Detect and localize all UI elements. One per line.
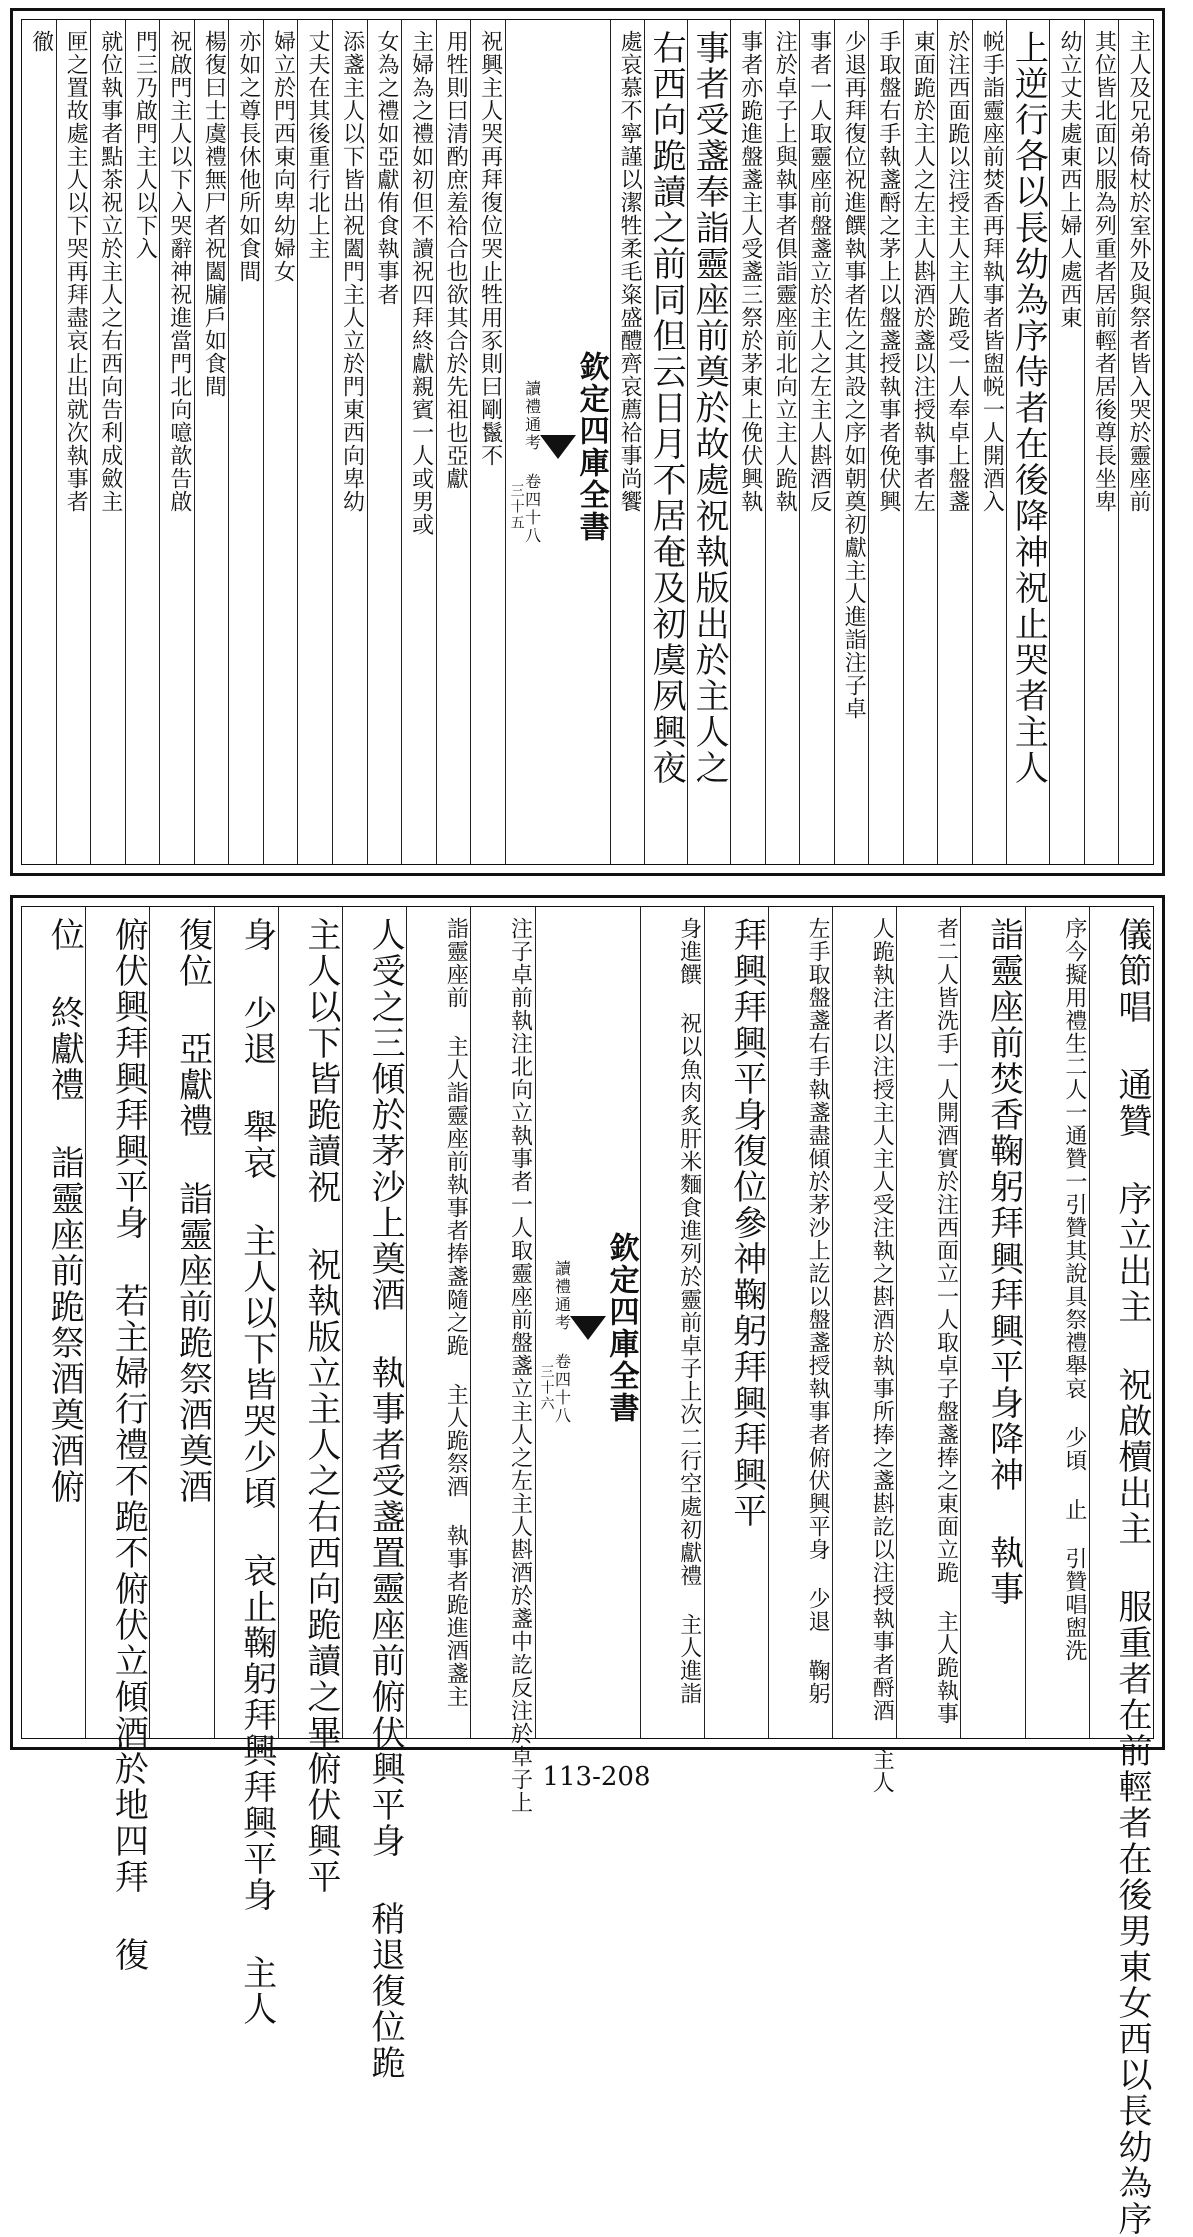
text-column: 事者受盞奉詣靈座前奠於故處祝執版出於主人之 bbox=[687, 20, 730, 864]
text-column: 亦如之尊長休他所如食間 bbox=[228, 20, 263, 864]
text-column: 右西向跪讀之前同但云日月不居奄及初虞夙興夜 bbox=[644, 20, 687, 864]
center-margin-column bbox=[535, 907, 640, 1738]
text-column: 者二人皆洗手一人開酒實於注西面立一人取卓子盤盞捧之東面立跪 主人跪執事 bbox=[896, 907, 960, 1738]
text-column: 左手取盤盞右手執盞盡傾於茅沙上訖以盤盞授執事者俯伏興平身 少退 鞠躬 bbox=[768, 907, 832, 1738]
text-column: 儀節唱 通贊 序立出主 祝啟櫝出主 服重者在前輕者在後男東女西以長幼為序 bbox=[1089, 907, 1153, 1738]
text-column: 東面跪於主人之左主人斟酒於盞以注授執事者左 bbox=[903, 20, 938, 864]
text-column: 處哀慕不寧謹以潔牲柔毛粢盛醴齊哀薦祫事尚饗 bbox=[610, 20, 645, 864]
text-column: 手取盤右手執盞酹之茅上以盤盞授執事者俛伏興 bbox=[868, 20, 903, 864]
text-column: 祝興主人哭再拜復位哭止牲用豕則曰剛鬣不 bbox=[470, 20, 505, 864]
text-column: 丈夫在其後重行北上主 bbox=[297, 20, 332, 864]
volume-label: 讀禮通考 卷四十八 bbox=[522, 379, 542, 545]
text-column: 復位 亞獻禮 詣靈座前跪祭酒奠酒 bbox=[149, 907, 213, 1738]
text-column: 上逆行各以長幼為序侍者在後降神祝止哭者主人 bbox=[1006, 20, 1049, 864]
page-code: 113-208 bbox=[542, 1762, 651, 1792]
text-column: 就位執事者點茶祝立於主人之右西向告利成斂主 bbox=[90, 20, 125, 864]
text-column: 主人及兄弟倚杖於室外及與祭者皆入哭於靈座前 bbox=[1118, 20, 1153, 864]
top-page bbox=[10, 8, 1165, 876]
center-margin-column bbox=[505, 20, 610, 864]
text-column: 主婦為之禮如初但不讀祝四拜終獻親賓一人或男或 bbox=[401, 20, 436, 864]
fishtail-mark-icon bbox=[570, 1316, 606, 1340]
leaf-number: 三十五 bbox=[508, 483, 525, 531]
text-column: 幼立丈夫處東西上婦人處西東 bbox=[1049, 20, 1084, 864]
text-column: 身 少退 舉哀 主人以下皆哭少頃 哀止鞠躬拜興拜興平身 主人 bbox=[214, 907, 278, 1738]
text-column: 詣靈座前焚香鞠躬拜興拜興平身降神 執事 bbox=[960, 907, 1024, 1738]
text-column: 女為之禮如亞獻侑食執事者 bbox=[367, 20, 402, 864]
text-column: 於注西面跪以注授主人主人跪受一人奉卓上盤盞 bbox=[937, 20, 972, 864]
text-column: 拜興拜興平身復位參神鞠躬拜興拜興平 bbox=[704, 907, 768, 1738]
leaf-number: 三十六 bbox=[538, 1363, 555, 1412]
text-column: 人跪執注者以注授主人主人受注執之斟酒於執事所捧之盞斟訖以注授執事者酹酒 主人 bbox=[832, 907, 896, 1738]
book-title: 欽定四庫全書 bbox=[603, 1231, 639, 1424]
text-column: 帨手詣靈座前焚香再拜執事者皆盥帨一人開酒入 bbox=[972, 20, 1007, 864]
text-column: 俯伏興拜興拜興平身 若主婦行禮不跪不俯伏立傾酒於地四拜 復 bbox=[85, 907, 149, 1738]
top-page-columns bbox=[22, 20, 1153, 864]
text-column: 事者亦跪進盤盞主人受盞三祭於茅東上俛伏興執 bbox=[730, 20, 765, 864]
text-column: 匣之置故處主人以下哭再拜盡哀止出就次執事者 bbox=[56, 20, 91, 864]
text-column: 主人以下皆跪讀祝 祝執版立主人之右西向跪讀之畢俯伏興平 bbox=[278, 907, 342, 1738]
volume-label: 讀禮通考 卷四十八 bbox=[552, 1260, 572, 1425]
text-column: 注子卓前執注北向立執事者一人取靈座前盤盞立主人之左主人斟酒於盞中訖反注於卓子上 bbox=[470, 907, 534, 1738]
text-column: 添盞主人以下皆出祝闔門主人立於門東西向卑幼 bbox=[332, 20, 367, 864]
text-column: 事者一人取靈座前盤盞立於主人之左主人斟酒反 bbox=[799, 20, 834, 864]
text-column: 門三乃啟門主人以下入 bbox=[125, 20, 160, 864]
top-page-frame bbox=[21, 19, 1154, 865]
text-column: 用牲則曰清酌庶羞祫合也欲其合於先祖也亞獻 bbox=[436, 20, 471, 864]
book-title: 欽定四庫全書 bbox=[573, 351, 609, 543]
text-column: 位 終獻禮 詣靈座前跪祭酒奠酒俯 bbox=[44, 917, 85, 1505]
text-column: 祝啟門主人以下入哭辭神祝進當門北向噫歆告啟 bbox=[159, 20, 194, 864]
text-column: 楊復曰士虞禮無尸者祝闔牖戶如食間 bbox=[194, 20, 229, 864]
text-column: 注於卓子上與執事者俱詣靈座前北向立主人跪執 bbox=[765, 20, 800, 864]
fishtail-mark-icon bbox=[540, 435, 576, 459]
text-column: 序今擬用禮生二人一通贊一引贊其說具祭禮舉哀 少頃 止 引贊唱盥洗 bbox=[1025, 907, 1089, 1738]
text-column: 婦立於門西東向卑幼婦女 bbox=[263, 20, 298, 864]
text-column: 詣靈座前 主人詣靈座前執事者捧盞隨之跪 主人跪祭酒 執事者跪進酒盞主 bbox=[406, 907, 470, 1738]
text-column: 人受之三傾於茅沙上奠酒 執事者受盞置靈座前俯伏興平身 稍退復位跪 bbox=[342, 907, 406, 1738]
text-column: 少退再拜復位祝進饌執事者佐之其設之序如朝奠初獻主人進詣注子卓 bbox=[834, 20, 869, 864]
text-column: 身進饌 祝以魚肉炙肝米麵食進列於靈前卓子上次二行空處初獻禮 主人進詣 bbox=[640, 907, 704, 1738]
text-column: 徹 bbox=[28, 30, 54, 53]
text-column: 其位皆北面以服為列重者居前輕者居後尊長坐卑 bbox=[1084, 20, 1119, 864]
